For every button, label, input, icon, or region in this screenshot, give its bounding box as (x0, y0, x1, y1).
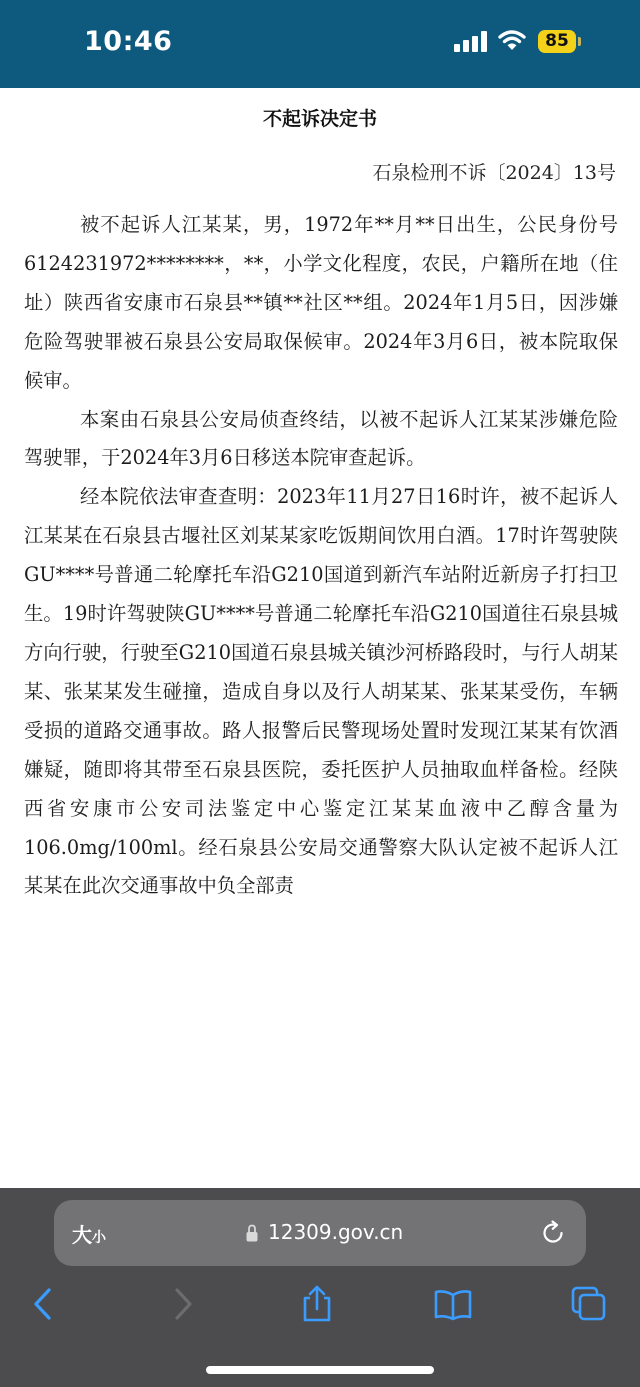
document-body (24, 206, 618, 906)
reload-icon[interactable] (540, 1220, 566, 1246)
browser-bottom-bar (0, 1188, 640, 1387)
lock-icon (246, 1224, 258, 1242)
text-size-big-label: 大 (72, 1223, 92, 1247)
paragraph-facts: 经本院依法审查查明：2023年11月27日16时许，被不起诉人江某某在石泉县古堰社区刘某某家吃饭期间饮用白酒。17时许驾驶陕GU****号普通二轮摩托车沿G210国道到新汽车站附近新房子打扫卫生。19时许驾驶陕GU****号普通二轮摩托车沿G210国道往石泉县城方向行驶，行驶至G210国道石泉县城关镇沙河桥路段时，与行人胡某某、张某某发生碰撞，造成自身以及行人胡某某、张某某受伤，车辆受损的道路交通事故。路人报警后民警现场处置时发现江某某有饮酒嫌疑，随即将其带至石泉县医院，委托医护人员抽取血样备检。经陕西省安康市公安司法鉴定中心鉴定江某某血液中乙醇含量为106.0mg/100ml。经石泉县公安局交通警察大队认定被不起诉人江某某在此次交通事故中负全部责 (24, 485, 618, 898)
bookmarks-icon[interactable] (433, 1284, 473, 1324)
signal-icon (454, 30, 488, 52)
text-size-button[interactable] (72, 1219, 106, 1248)
document-view[interactable] (0, 88, 640, 1188)
status-bar (0, 0, 640, 88)
back-icon[interactable] (24, 1284, 64, 1324)
home-indicator[interactable] (206, 1366, 434, 1374)
text-size-small-label: 小 (92, 1230, 106, 1246)
document-number: 石泉检刑不诉〔2024〕13号 (372, 162, 616, 184)
document-title: 不起诉决定书 (262, 108, 377, 130)
paragraph-case-transfer: 本案由石泉县公安局侦查终结，以被不起诉人江某某涉嫌危险驾驶罪，于2024年3月6日移送本院审查起诉。 (24, 407, 618, 470)
battery-tip (578, 37, 581, 46)
status-time: 10:46 (84, 26, 173, 57)
wifi-icon (498, 28, 526, 52)
tabs-icon[interactable] (569, 1284, 609, 1324)
address-bar[interactable] (54, 1200, 586, 1266)
forward-icon[interactable] (162, 1284, 202, 1324)
url-text[interactable]: 12309.gov.cn (268, 1220, 404, 1244)
share-icon[interactable] (297, 1284, 337, 1324)
battery-icon: 85 (538, 30, 576, 53)
paragraph-personal-info: 被不起诉人江某某，男，1972年**月**日出生，公民身份号6124231972********，**，小学文化程度，农民，户籍所在地（住址）陕西省安康市石泉县**镇**社区**组。2024年1月5日，因涉嫌危险驾驶罪被石泉县公安局取保候审。2024年3月6日，被本院取保候审。 (24, 213, 618, 392)
